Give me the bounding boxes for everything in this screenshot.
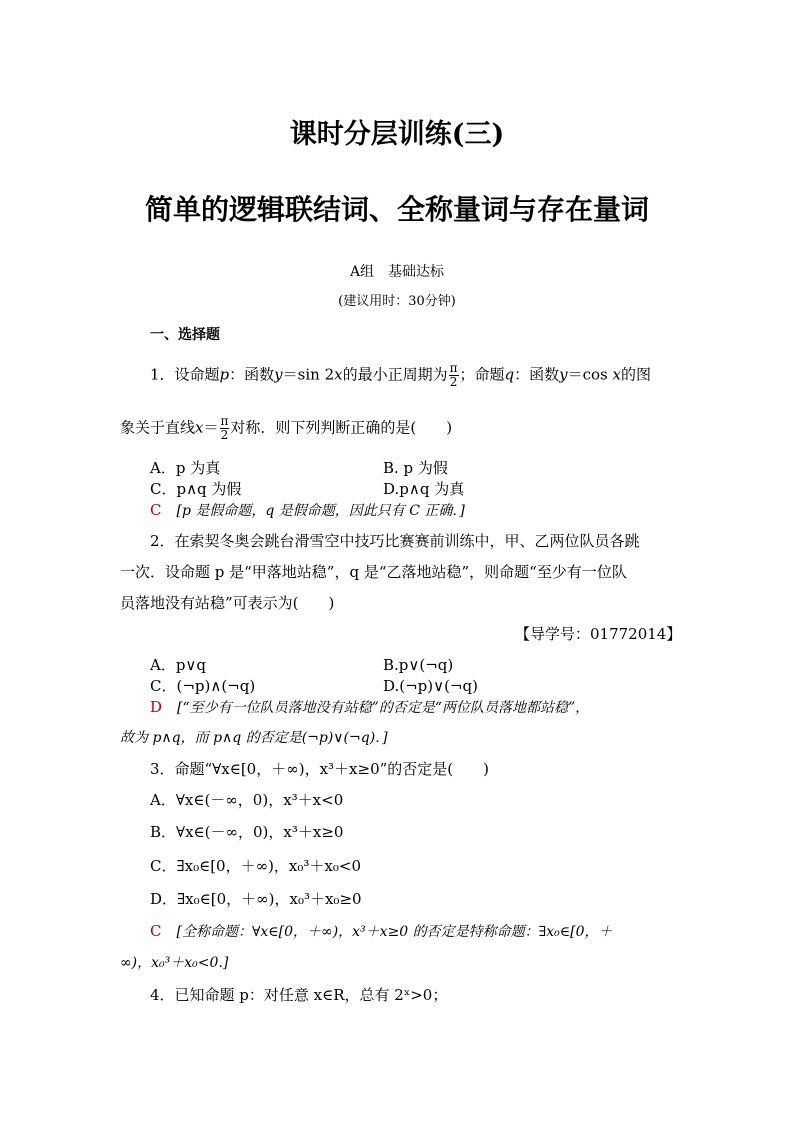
answer-letter: D: [150, 698, 163, 716]
q3-answer-line: [150, 921, 613, 942]
explanation: [全称命题：∀x∈[0，＋∞)，x³＋x≥0 的否定是特称命题：∃x₀∈[0，＋: [176, 924, 613, 940]
answer-letter: C: [150, 922, 162, 940]
q3-option-c: C．∃x₀∈[0，＋∞)，x₀³＋x₀<0: [150, 857, 362, 875]
time-note: (建议用时：30分钟): [338, 294, 456, 309]
q3-option-d: D．∃x₀∈[0，＋∞)，x₀³＋x₀≥0: [150, 890, 362, 908]
q2-option-b: B.p∨(¬q): [383, 656, 454, 674]
answer-letter: C: [150, 501, 162, 519]
q3-option-b: B．∀x∈(－∞，0)，x³＋x≥0: [150, 823, 344, 841]
q4-stem: 4．已知命题 p：对任意 x∈R，总有 2ˣ>0；: [150, 986, 448, 1004]
q1-stem-line2: 象关于直线x＝ $\frac{\pi}{2}$ 对称．则下列判断正确的是( ): [120, 414, 453, 442]
page-subtitle: 简单的逻辑联结词、全称量词与存在量词: [144, 193, 649, 226]
group-label: A组 基础达标: [349, 264, 445, 280]
page-title: 课时分层训练(三): [289, 119, 505, 150]
q1-answer-line: [150, 500, 465, 521]
q2-answer-line: [150, 697, 589, 718]
q1-option-a: A．p 为真: [150, 459, 221, 477]
q1-option-d: D.p∧q 为真: [383, 480, 465, 498]
q2-option-c: C．(¬p)∧(¬q): [150, 677, 256, 695]
fraction: $\frac{\pi}{2}$: [220, 414, 229, 442]
section-heading: 一、选择题: [150, 327, 220, 343]
q1-option-b: B. p 为假: [383, 459, 448, 477]
q2-explanation-line2: 故为 p∧q，而 p∧q 的否定是(¬p)∨(¬q)．]: [120, 730, 388, 746]
q2-stem-line3: 员落地没有站稳”可表示为( ): [120, 594, 335, 612]
q3-explanation-line2: ∞)，x₀³＋x₀<0.]: [120, 955, 229, 971]
guide-number: 【导学号：01772014】: [515, 625, 682, 643]
explanation: [“至少有一位队员落地没有站稳”的否定是“两位队员落地都站稳”，: [177, 700, 590, 716]
q3-stem: 3．命题“∀x∈[0，＋∞)，x³＋x≥0”的否定是( ): [150, 760, 489, 778]
q2-stem-line2: 一次．设命题 p 是“甲落地站稳”，q 是“乙落地站稳”，则命题“至少有一位队: [120, 563, 627, 581]
q3-option-a: A．∀x∈(－∞，0)，x³＋x<0: [150, 791, 344, 809]
q2-option-d: D.(¬p)∨(¬q): [383, 677, 478, 695]
q2-option-a: A．p∨q: [150, 656, 207, 674]
q1-stem-line1: 1．设命题p：函数y＝sin 2x的最小正周期为 $\frac{\pi}{2}$ ；命题q：函数y＝cos x的图: [150, 361, 652, 389]
q2-stem-line1: 2．在索契冬奥会跳台滑雪空中技巧比赛赛前训练中，甲、乙两位队员各跳: [150, 532, 640, 550]
q1-option-c: C．p∧q 为假: [150, 480, 242, 498]
fraction: $\frac{\pi}{2}$: [449, 361, 458, 389]
explanation: [p 是假命题，q 是假命题，因此只有 C 正确．]: [176, 503, 465, 519]
